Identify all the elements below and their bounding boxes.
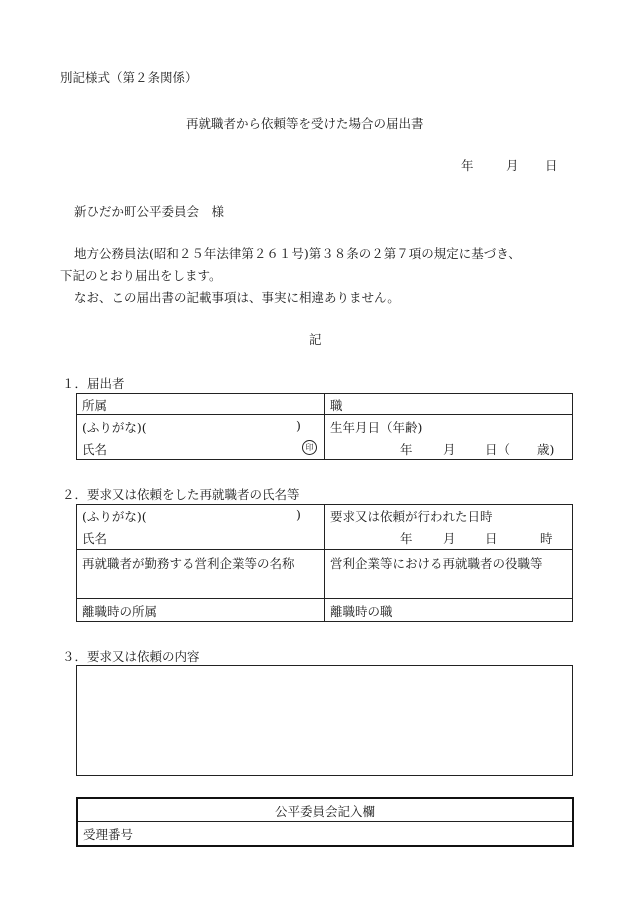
body-line-3: なお、この届出書の記載事項は、事実に相違ありません。 — [74, 290, 400, 305]
ki-label: 記 — [309, 332, 322, 347]
shoku-label: 職 — [330, 398, 343, 413]
prev-dept-label: 離職時の所属 — [82, 604, 158, 619]
seal-icon: 印 — [302, 440, 317, 455]
furigana-label: (ふりがな)( — [82, 420, 147, 435]
office-use-box — [76, 797, 574, 847]
date-day-label: 日 — [545, 158, 558, 173]
req-year-label: 年 — [400, 531, 413, 546]
shozoku-label: 所属 — [82, 398, 108, 413]
position-field[interactable] — [328, 572, 568, 594]
shimei-field[interactable] — [120, 437, 290, 455]
s2-furigana-label: (ふりがな)( — [82, 509, 147, 524]
req-month-label: 月 — [443, 531, 456, 546]
furigana-field[interactable] — [160, 416, 290, 434]
req-day-label: 日 — [485, 531, 498, 546]
position-label: 営利企業等における再就職者の役職等 — [330, 556, 543, 571]
addressee: 新ひだか町公平委員会 様 — [74, 204, 225, 219]
section3-heading: ３．要求又は依頼の内容 — [62, 649, 200, 664]
body-line-1: 地方公務員法(昭和２５年法律第２６１号)第３８条の２第７項の規定に基づき、 — [74, 246, 521, 261]
shimei-label: 氏名 — [82, 442, 108, 457]
form-label: 別記様式（第２条関係） — [60, 70, 198, 85]
request-datetime-label: 要求又は依頼が行われた日時 — [330, 509, 493, 524]
shozoku-field[interactable] — [120, 395, 320, 413]
prev-post-label: 離職時の職 — [330, 604, 393, 619]
request-content-box[interactable] — [76, 665, 573, 776]
furigana-close: ) — [296, 418, 301, 433]
date-year-label: 年 — [461, 158, 474, 173]
birth-month-label: 月 — [443, 442, 456, 457]
company-name-label: 再就職者が勤務する営利企業等の名称 — [82, 556, 295, 571]
date-month-label: 月 — [506, 158, 519, 173]
receipt-number-field[interactable] — [148, 823, 568, 843]
company-name-field[interactable] — [80, 572, 320, 594]
s2-shimei-field[interactable] — [120, 527, 318, 545]
req-hour-label: 時 — [540, 531, 553, 546]
birth-day-label: 日（ — [485, 442, 511, 457]
s2-furigana-field[interactable] — [160, 505, 290, 523]
s2-furigana-close: ) — [296, 507, 301, 522]
birth-year-label: 年 — [400, 442, 413, 457]
birthdate-label: 生年月日（年齢) — [330, 420, 423, 435]
age-label: 歳) — [537, 442, 555, 457]
shoku-field[interactable] — [350, 395, 568, 413]
section2-heading: ２．要求又は依頼をした再就職者の氏名等 — [62, 487, 300, 502]
office-use-header: 公平委員会記入欄 — [274, 804, 375, 819]
section1-heading: １．届出者 — [62, 376, 125, 391]
receipt-number-label: 受理番号 — [83, 827, 134, 842]
body-line-2: 下記のとおり届出をします。 — [60, 268, 222, 283]
document-title: 再就職者から依頼等を受けた場合の届出書 — [186, 116, 424, 131]
s2-shimei-label: 氏名 — [82, 531, 108, 546]
